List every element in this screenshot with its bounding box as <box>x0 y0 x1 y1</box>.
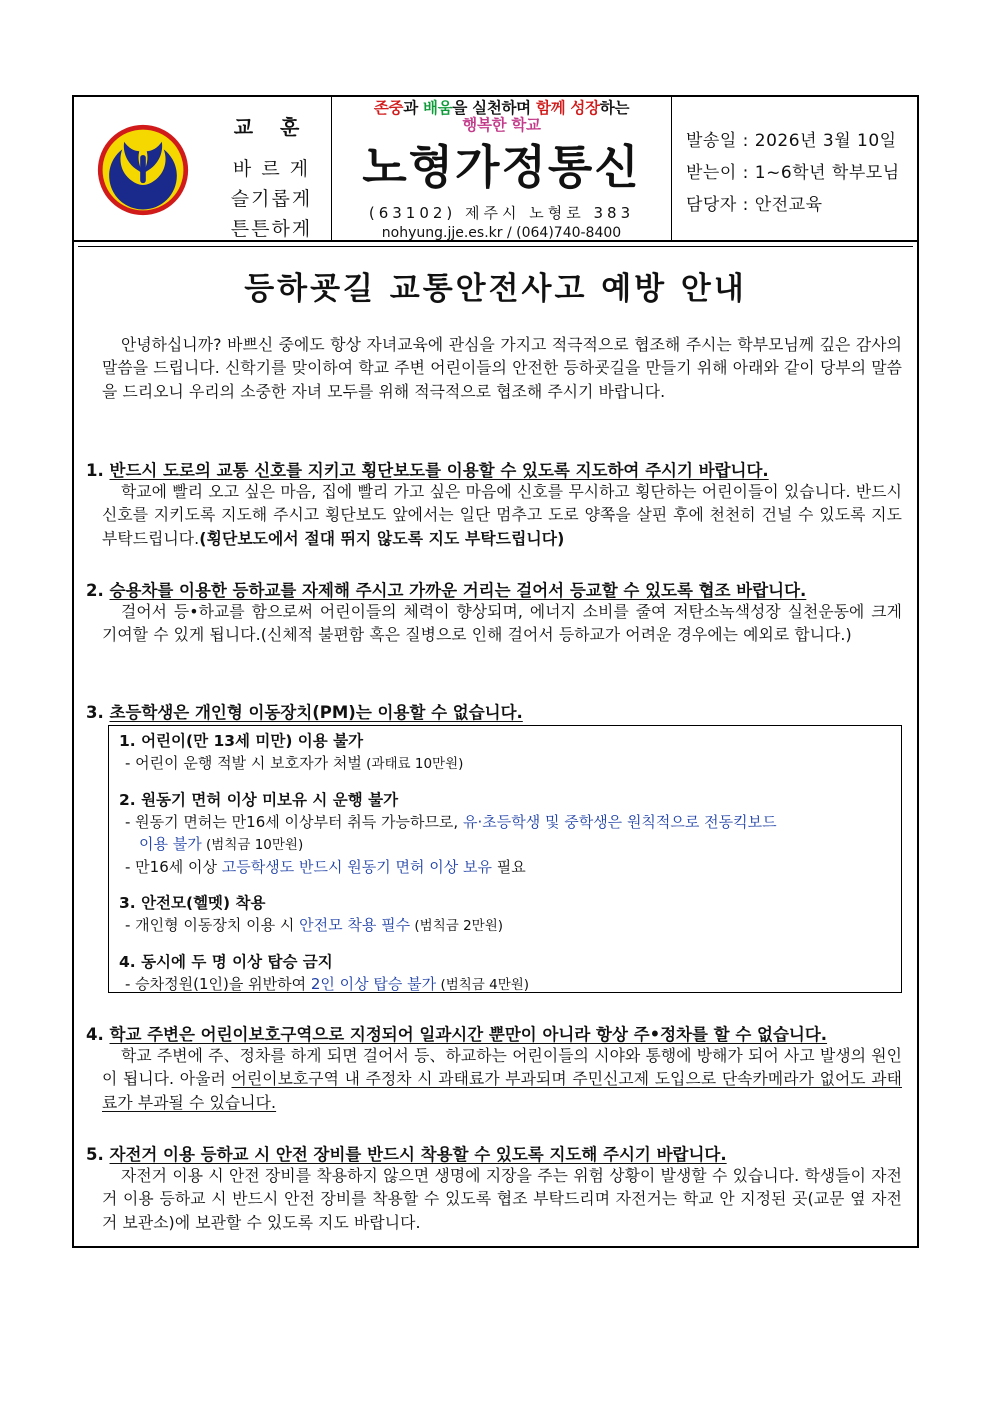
pm-rule-highlight: 이용 불가 <box>139 835 202 853</box>
document-body <box>72 240 919 1248</box>
pm-rule-fine: (과태료 10만원) <box>361 756 464 772</box>
pm-rule-highlight: 유·초등학생 및 중학생은 원칙적으로 전동킥보드 <box>462 813 777 831</box>
section-number: 1. <box>86 461 104 480</box>
slogan-part: 배움 <box>423 99 453 117</box>
section-text: 자전거 이용 시 안전 장비를 착용하지 않으면 생명에 지장을 주는 위험 상황이 발생할 수 있습니다. 학생들이 자전거 이용 등하교 시 반드시 안전 장비를 착용할 수 있도록 협조 부탁드리며 자전거는 학교 안 지정된 곳(교문 옆 자전거 보관소)에 보관할 수 있도록 지도 바랍니다. <box>102 1166 902 1232</box>
section-4-body <box>102 1044 902 1114</box>
school-motto <box>224 105 319 244</box>
intro-text: 안녕하십니까? 바쁘신 중에도 항상 자녀교육에 관심을 가지고 적극적으로 협조해 주시는 학부모님께 깊은 감사의 말씀을 드립니다. 신학기를 맞이하여 학교 주변 어린이들의 안전한 등하굣길을 만들기 위해 아래와 같이 당부의 말씀을 드리오니 우리의 소중한 자녀 모두를 위해 적극적으로 협조해 주시기 바랍니다. <box>102 335 902 401</box>
motto-line: 튼튼하게 <box>230 218 313 240</box>
motto-title: 교 훈 <box>233 115 310 139</box>
issue-info-cell <box>672 97 917 240</box>
newsletter-header <box>72 95 919 240</box>
person-in-charge: 담당자 : 안전교육 <box>686 195 823 215</box>
section-2-body <box>102 600 902 647</box>
pm-rule-fine: (범칙금 10만원) <box>201 837 304 853</box>
pm-rule-heading: 2. 원동기 면허 이상 미보유 시 운행 불가 <box>119 791 399 809</box>
pm-rule-text: - 원동기 면허는 만16세 이상부터 취득 가능하므로, <box>125 813 463 831</box>
section-3-heading <box>86 699 523 723</box>
pm-rule-text: - 승차정원(1인)을 위반하여 <box>125 975 311 993</box>
pm-rule-text: - 만16세 이상 <box>125 858 222 876</box>
pm-rule-highlight: 안전모 착용 필수 <box>299 916 411 934</box>
newsletter-brand: 노형가정통신 <box>362 140 641 194</box>
section-1-body <box>102 480 902 550</box>
pm-rule-fine: (범칙금 2만원) <box>410 918 504 934</box>
section-1-heading <box>86 457 769 481</box>
section-text: 학교 주변에 주、정차를 하게 되면 걸어서 등、하교하는 어린이들의 시야와 통행에 방해가 되어 사고 발생의 원인이 됩니다. 아울러 <box>102 1046 902 1089</box>
section-emphasis: 어린이보호구역 내 주정차 시 과태료가 부과되며 주민신고제 도입으로 단속카메라가 없어도 과태료가 부과될 수 있습니다. <box>102 1069 902 1112</box>
section-title: 초등학생은 개인형 이동장치(PM)는 이용할 수 없습니다. <box>109 703 523 722</box>
section-5-heading <box>86 1141 727 1165</box>
issue-date: 발송일 : 2026년 3월 10일 <box>686 131 897 151</box>
brand-cell <box>332 97 672 240</box>
slogan-part: 하는 <box>599 99 630 117</box>
section-title: 자전거 이용 등하교 시 안전 장비를 반드시 착용할 수 있도록 지도해 주시기 바랍니다. <box>109 1145 727 1164</box>
logo-motto-cell <box>74 97 332 240</box>
section-title: 학교 주변은 어린이보호구역으로 지정되어 일과시간 뿐만이 아니라 항상 주•정차를 할 수 없습니다. <box>109 1025 828 1044</box>
section-5-body <box>102 1164 902 1234</box>
slogan-part: 과 <box>403 99 424 117</box>
document-title: 등하굣길 교통안전사고 예방 안내 <box>244 271 747 307</box>
intro-paragraph <box>102 333 902 403</box>
school-contact: nohyung.jje.es.kr / (064)740-8400 <box>381 225 622 241</box>
section-number: 4. <box>86 1025 104 1044</box>
section-text: 학교에 빨리 오고 싶은 마음, 집에 빨리 가고 싶은 마음에 신호를 무시하고 횡단하는 어린이들이 있습니다. 반드시 신호를 지키도록 지도해 주시고 횡단보도 앞에서는 일단 멈추고 도로 양쪽을 살핀 후에 천천히 건널 수 있도록 지도 부탁드립니다. <box>102 482 902 548</box>
pm-rule-highlight: 2인 이상 탑승 불가 <box>310 975 437 993</box>
pm-rule-heading: 1. 어린이(만 13세 미만) 이용 불가 <box>119 732 364 750</box>
pm-rule-heading: 3. 안전모(헬멧) 착용 <box>119 894 266 912</box>
slogan-part: 을 실천하며 <box>452 99 536 117</box>
section-text: 걸어서 등•하교를 함으로써 어린이들의 체력이 향상되며, 에너지 소비를 줄여 저탄소녹색성장 실천운동에 크게 기여할 수 있게 됩니다.(신체적 불편함 혹은 질병으로 인해 걸어서 등하교가 어려운 경우에는 예외로 합니다.) <box>102 602 902 645</box>
motto-line: 슬기롭게 <box>230 188 313 210</box>
pm-rules-box <box>108 725 902 993</box>
section-number: 3. <box>86 703 104 722</box>
section-title: 반드시 도로의 교통 신호를 지키고 횡단보도를 이용할 수 있도록 지도하여 주시기 바랍니다. <box>109 461 769 480</box>
pm-rule-line <box>119 973 891 996</box>
slogan-part: 존중 <box>373 99 404 117</box>
section-number: 5. <box>86 1145 104 1164</box>
section-number: 2. <box>86 581 104 600</box>
section-title: 승용차를 이용한 등하교를 자제해 주시고 가까운 거리는 걸어서 등교할 수 있도록 협조 바랍니다. <box>109 581 807 600</box>
recipient: 받는이 : 1~6학년 학부모님 <box>686 163 900 183</box>
pm-rule-line <box>119 833 891 856</box>
pm-rule-text: 필요 <box>491 858 526 876</box>
slogan-line2: 행복한 학교 <box>462 116 541 134</box>
school-logo-icon <box>96 123 190 217</box>
pm-rule-line <box>119 914 891 937</box>
slogan-part: 함께 <box>535 99 566 117</box>
section-emphasis: (횡단보도에서 절대 뛰지 않도록 지도 부탁드립니다) <box>199 528 565 548</box>
pm-rule-highlight: 고등학생도 반드시 원동기 면허 이상 보유 <box>221 858 492 876</box>
section-4-heading <box>86 1021 827 1045</box>
slogan-part: 성장 <box>570 99 600 117</box>
motto-line: 바 르 게 <box>232 158 311 180</box>
pm-rule-line <box>119 856 891 878</box>
pm-rule-heading: 4. 동시에 두 명 이상 탑승 금지 <box>119 953 333 971</box>
section-2-heading <box>86 577 806 601</box>
pm-rule-text: - 개인형 이동장치 이용 시 <box>125 916 300 934</box>
school-slogan <box>332 100 671 134</box>
pm-rule-line <box>119 811 891 833</box>
school-address: (63102) 제주시 노형로 383 <box>368 204 635 222</box>
pm-rule-line <box>119 752 891 775</box>
pm-rule-fine: (범칙금 4만원) <box>436 977 530 993</box>
pm-rule-text: - 어린이 운행 적발 시 보호자가 처벌 <box>125 754 362 772</box>
